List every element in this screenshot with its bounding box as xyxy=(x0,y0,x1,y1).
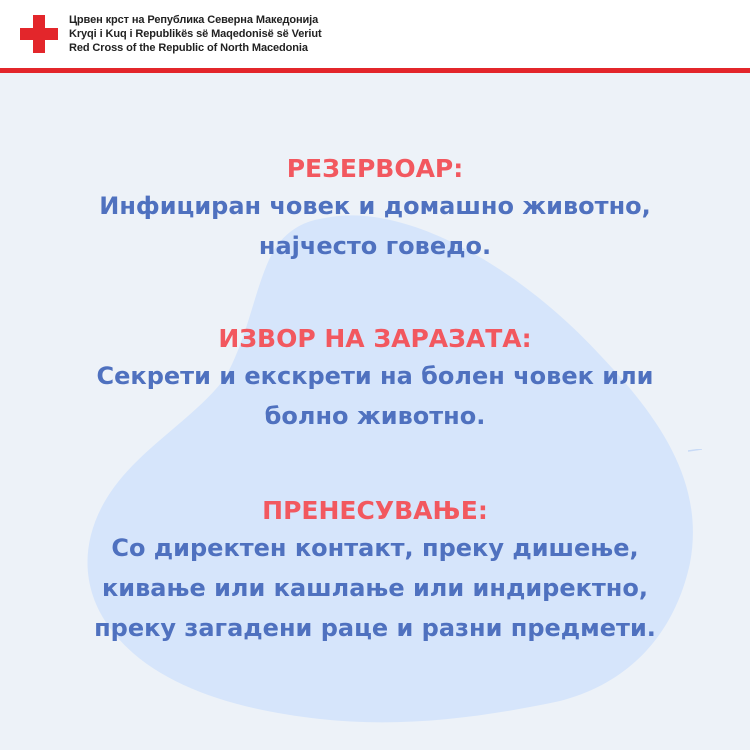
header xyxy=(0,0,750,68)
section-heading: ПРЕНЕСУВАЊЕ: xyxy=(262,496,488,525)
org-name-macedonian: Црвен крст на Република Северна Македонија xyxy=(69,14,319,26)
section-heading: РЕЗЕРВОАР: xyxy=(286,154,464,183)
red-cross-icon xyxy=(20,15,58,53)
organization-names xyxy=(69,13,322,55)
section-reservoir xyxy=(0,152,750,266)
section-line: кивање или кашлање или индиректно, xyxy=(102,574,648,602)
section-heading: ИЗВОР НА ЗАРАЗАТА: xyxy=(218,324,532,353)
section-line: Со директен контакт, преку дишење, xyxy=(111,534,639,562)
section-line: Инфициран човек и домашно животно, xyxy=(99,192,651,220)
section-line: болно животно. xyxy=(264,402,486,430)
section-line: Секрети и екскрети на болен човек или xyxy=(96,362,654,390)
org-name-albanian: Kryqi i Kuq i Republikës së Maqedonisë së Veriut xyxy=(69,28,322,40)
org-name-english: Red Cross of the Republic of North Macedonia xyxy=(69,42,308,54)
section-infection-source xyxy=(0,322,750,436)
section-transmission xyxy=(0,494,750,648)
section-line: најчесто говедо. xyxy=(258,232,492,260)
section-line: преку загадени раце и разни предмети. xyxy=(94,614,656,642)
decorative-mark xyxy=(688,449,702,452)
